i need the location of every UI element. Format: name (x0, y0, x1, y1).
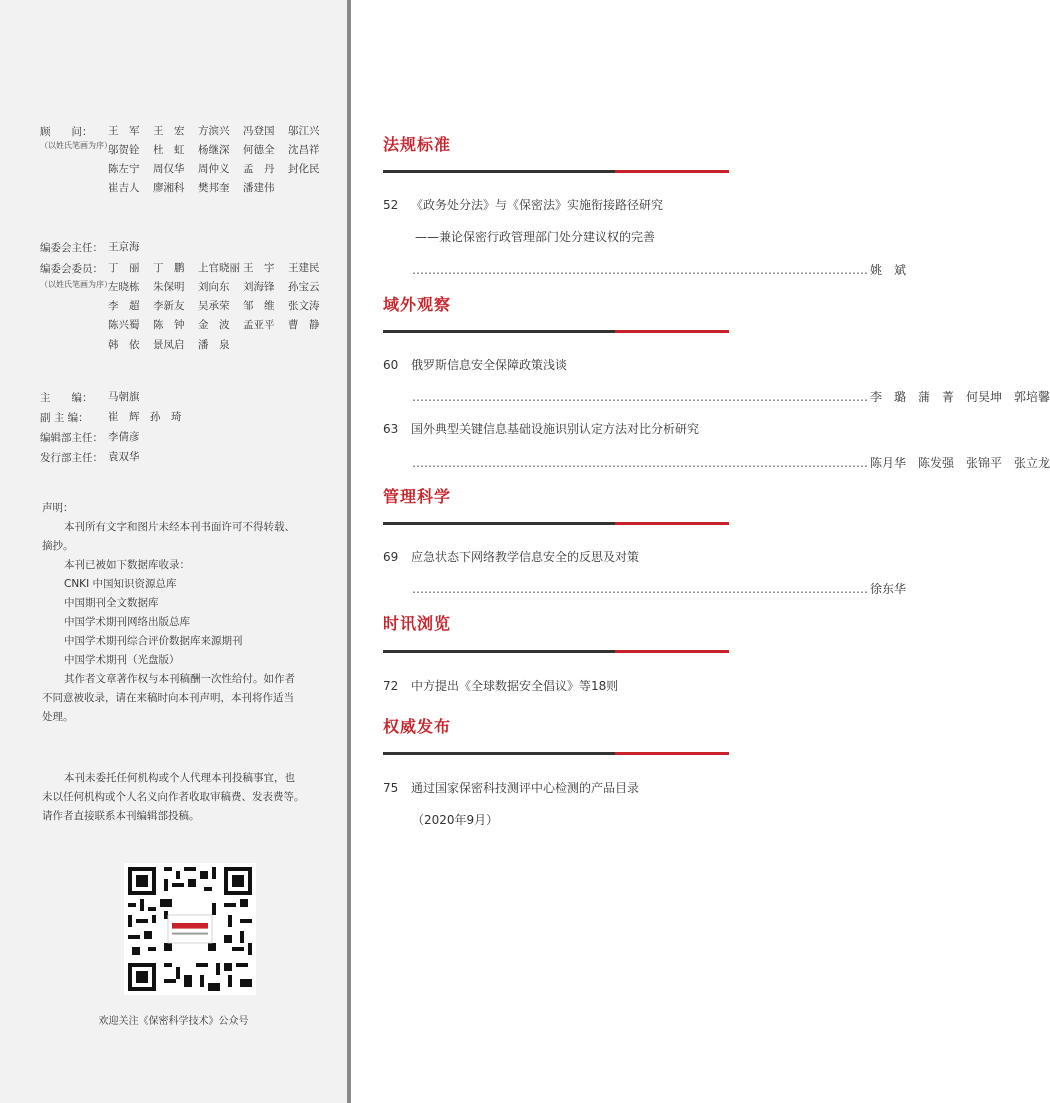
section-title: 时讯浏览 (383, 614, 452, 633)
section-bar (383, 752, 729, 755)
members-row-1: 丁 丽 丁 鹏 上官晓丽 王 宇 王建民 (108, 262, 320, 274)
section-bar (383, 650, 729, 653)
chair-label: 编委会主任： (40, 242, 103, 254)
advisors-row-4: 崔吉人 廖湘科 樊邦奎 潘建伟 (108, 182, 275, 194)
db-item: 中国学术期刊（光盘版） (64, 654, 180, 666)
entry-title: 国外典型关键信息基础设施识别认定方法对比分析研究 (411, 422, 700, 436)
section-bar (383, 170, 729, 173)
members-note: （以姓氏笔画为序） (40, 280, 112, 289)
statement-p3c: 处理。 (42, 711, 74, 723)
page-number: 52 (383, 198, 399, 212)
deputy-label: 副 主 编： (40, 412, 89, 424)
entry-title: 俄罗斯信息安全保障政策浅谈 (411, 358, 568, 372)
entry-title: 通过国家保密科技测评中心检测的产品目录 (411, 781, 640, 795)
dept-name: 李倩彦 (108, 431, 140, 443)
entry-title: 《政务处分法》与《保密法》实施衔接路径研究 (411, 198, 664, 212)
toc-entry[interactable] (383, 196, 663, 213)
entry-byline: …………………………………………………………………………………………………… 姚 斌 (412, 263, 907, 277)
statement-p4b: 未以任何机构或个人名义向作者收取审稿费、发表费等。 (42, 791, 305, 803)
statement-p1a: 本刊所有文字和图片未经本刊书面许可不得转载、 (64, 521, 295, 533)
db-item: 中国学术期刊网络出版总库 (64, 616, 190, 628)
advisors-note: （以姓氏笔画为序） (40, 141, 112, 150)
statement-p4a: 本刊未委托任何机构或个人代理本刊投稿事宜，也 (64, 772, 295, 784)
statement-p3b: 不同意被收录，请在来稿时向本刊声明，本刊将作适当 (42, 692, 294, 704)
statement-p3a: 其作者文章著作权与本刊稿酬一次性给付。如作者 (64, 673, 295, 685)
editor-name: 马朝旗 (108, 391, 140, 403)
entry-authors: 陈月华 陈发强 张锦平 张立龙 (870, 456, 1050, 470)
qr-code (124, 863, 256, 995)
dist-label: 发行部主任： (40, 452, 103, 464)
page-number: 75 (383, 781, 399, 795)
dept-label: 编辑部主任： (40, 432, 103, 444)
db-item: CNKI 中国知识资源总库 (64, 578, 177, 590)
toc-entry[interactable] (383, 420, 699, 437)
masthead-panel (0, 0, 347, 1103)
entry-subtitle: ——兼论保密行政管理部门处分建议权的完善 (415, 230, 656, 244)
members-row-3: 李 超 李新友 吴承荣 邹 维 张文涛 (108, 300, 320, 312)
statement-heading: 声明： (42, 502, 74, 514)
members-row-5: 韩 依 景凤启 潘 泉 (108, 339, 230, 351)
advisors-label: 顾 问： (40, 126, 93, 138)
advisors-row-1: 王 军 王 宏 方滨兴 冯登国 邬江兴 (108, 125, 320, 137)
toc-entry[interactable] (383, 677, 618, 694)
page-number: 63 (383, 422, 399, 436)
entry-authors: 李 璐 蒲 菁 何昊坤 郭培馨 (870, 390, 1050, 404)
editor-label: 主 编： (40, 392, 93, 404)
section-title: 域外观察 (383, 295, 452, 314)
section-title: 管理科学 (383, 487, 452, 506)
entry-title: 应急状态下网络教学信息安全的反思及对策 (411, 550, 640, 564)
advisors-row-2: 邬贺铨 杜 虹 杨继深 何德全 沈昌祥 (108, 144, 320, 156)
db-item: 中国期刊全文数据库 (64, 597, 159, 609)
section-title: 权威发布 (383, 717, 452, 736)
qr-caption: 欢迎关注《保密科学技术》公众号 (98, 1016, 249, 1027)
members-label: 编委会委员： (40, 263, 103, 275)
section-title: 法规标准 (383, 135, 452, 154)
toc-entry[interactable] (383, 779, 639, 796)
entry-authors: 姚 斌 (870, 263, 907, 277)
statement-p4c: 请作者直接联系本刊编辑部投稿。 (42, 810, 200, 822)
page-number: 60 (383, 358, 399, 372)
dist-name: 袁双华 (108, 451, 140, 463)
statement-p1b: 摘抄。 (42, 540, 74, 552)
members-row-4: 陈兴蜀 陈 钟 金 波 孟亚平 曹 静 (108, 319, 320, 331)
deputy-name: 崔 辉 孙 琦 (108, 411, 182, 423)
db-item: 中国学术期刊综合评价数据库来源期刊 (64, 635, 243, 647)
entry-title: 中方提出《全球数据安全倡议》等18则 (411, 679, 619, 693)
page-number: 72 (383, 679, 399, 693)
section-bar (383, 522, 729, 525)
statement-p2: 本刊已被如下数据库收录： (64, 559, 190, 571)
entry-authors: 徐东华 (870, 582, 907, 596)
advisors-row-3: 陈左宁 周仅华 周仲义 孟 丹 封化民 (108, 163, 320, 175)
entry-byline: …………………………………………………………………………………………………… 李 璐 蒲 菁 何昊坤 郭培馨 (412, 390, 1050, 404)
entry-byline: …………………………………………………………………………………………………… 陈月华 陈发强 张锦平 张立龙 (412, 456, 1050, 470)
entry-subtitle: （2020年9月） (412, 813, 499, 827)
chair-name: 王京海 (108, 241, 140, 253)
toc-entry[interactable] (383, 548, 639, 565)
page-number: 69 (383, 550, 399, 564)
entry-byline: …………………………………………………………………………………………………… 徐东华 (412, 582, 907, 596)
section-bar (383, 330, 729, 333)
members-row-2: 左晓栋 朱保明 刘向东 刘海锋 孙宝云 (108, 281, 320, 293)
toc-entry[interactable] (383, 356, 567, 373)
